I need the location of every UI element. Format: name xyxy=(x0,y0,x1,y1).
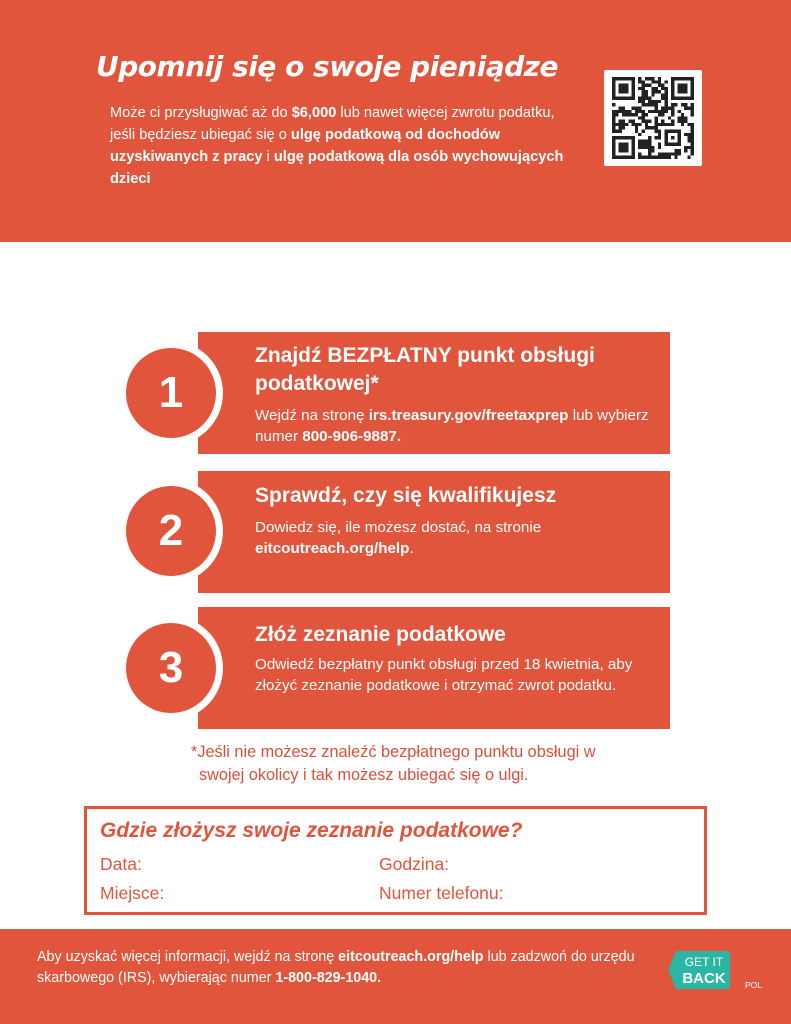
logo-text-top: GET IT xyxy=(684,955,724,969)
refund-amount: $6,000 xyxy=(291,105,337,121)
step-3-number: 3 xyxy=(126,623,216,713)
irs-phone[interactable]: 1-800-829-1040. xyxy=(275,970,382,986)
footer-help-link[interactable]: eitcoutreach.org/help xyxy=(338,949,484,965)
step-2-body xyxy=(255,517,655,559)
step-2-panel xyxy=(198,471,670,593)
footer-banner xyxy=(0,929,791,1024)
subtitle-text: i xyxy=(262,149,274,165)
step-text: Wejdź na stronę xyxy=(255,407,369,424)
phone-field[interactable]: Numer telefonu: xyxy=(379,883,504,903)
date-field[interactable]: Data: xyxy=(100,854,142,874)
step-text: lub wybierz numer xyxy=(255,407,649,445)
header-subtitle xyxy=(110,102,580,190)
step-3-body: Odwiedź bezpłatny punkt obsługi przed 18 kwietnia, aby złożyć zeznanie podatkowe i otrzymać zwrot podatku. xyxy=(255,656,633,694)
qr-code-icon[interactable] xyxy=(604,70,702,166)
freetaxprep-phone[interactable]: 800-906-9887. xyxy=(302,428,402,445)
filing-info-box xyxy=(84,806,707,915)
step-3-panel xyxy=(198,607,670,729)
step-text: . xyxy=(409,540,414,557)
language-code: POL xyxy=(745,980,763,990)
logo-text-bottom: BACK xyxy=(682,970,726,987)
footer-text xyxy=(37,947,647,989)
step-2-title: Sprawdź, czy się kwalifikujesz xyxy=(255,484,557,507)
place-field[interactable]: Miejsce: xyxy=(100,883,165,903)
child-tax-credit: ulgę podatkową dla osób wychowujących dzieci xyxy=(110,149,564,187)
freetaxprep-link[interactable]: irs.treasury.gov/freetaxprep xyxy=(368,407,569,424)
time-field[interactable]: Godzina: xyxy=(379,854,450,874)
step-1-body xyxy=(255,405,655,447)
step-1-number: 1 xyxy=(126,348,216,438)
get-it-back-logo xyxy=(668,951,730,989)
footnote xyxy=(191,741,661,787)
eitc-help-link[interactable]: eitcoutreach.org/help xyxy=(255,540,410,557)
step-1-title: Znajdź BEZPŁATNY punkt obsługi podatkowej* xyxy=(255,344,595,395)
subtitle-text: lub nawet więcej zwrotu podatku, jeśli będziesz ubiegać się o xyxy=(110,105,555,143)
header-banner xyxy=(0,0,791,242)
footer-text-part: Aby uzyskać więcej informacji, wejdź na stronę xyxy=(37,949,339,965)
subtitle-text: Może ci przysługiwać aż do xyxy=(110,105,292,121)
footnote-line-1: *Jeśli nie możesz znaleźć bezpłatnego punktu obsługi w xyxy=(191,743,596,761)
footer-text-part: lub zadzwoń do urzędu skarbowego (IRS), wybierając numer xyxy=(37,949,635,986)
step-1-panel xyxy=(198,332,670,454)
footnote-line-2: swojej okolicy i tak możesz ubiegać się o ulgi. xyxy=(199,766,529,784)
page-title: Upomnij się o swoje pieniądze xyxy=(96,50,559,83)
earned-income-credit: ulgę podatkową od dochodów uzyskiwanych z pracy xyxy=(110,127,501,165)
filing-info-title: Gdzie złożysz swoje zeznanie podatkowe? xyxy=(100,819,523,842)
step-3-title: Złóż zeznanie podatkowe xyxy=(255,623,506,646)
step-2-number: 2 xyxy=(126,486,216,576)
step-text: Dowiedz się, ile możesz dostać, na stronie xyxy=(255,519,542,536)
